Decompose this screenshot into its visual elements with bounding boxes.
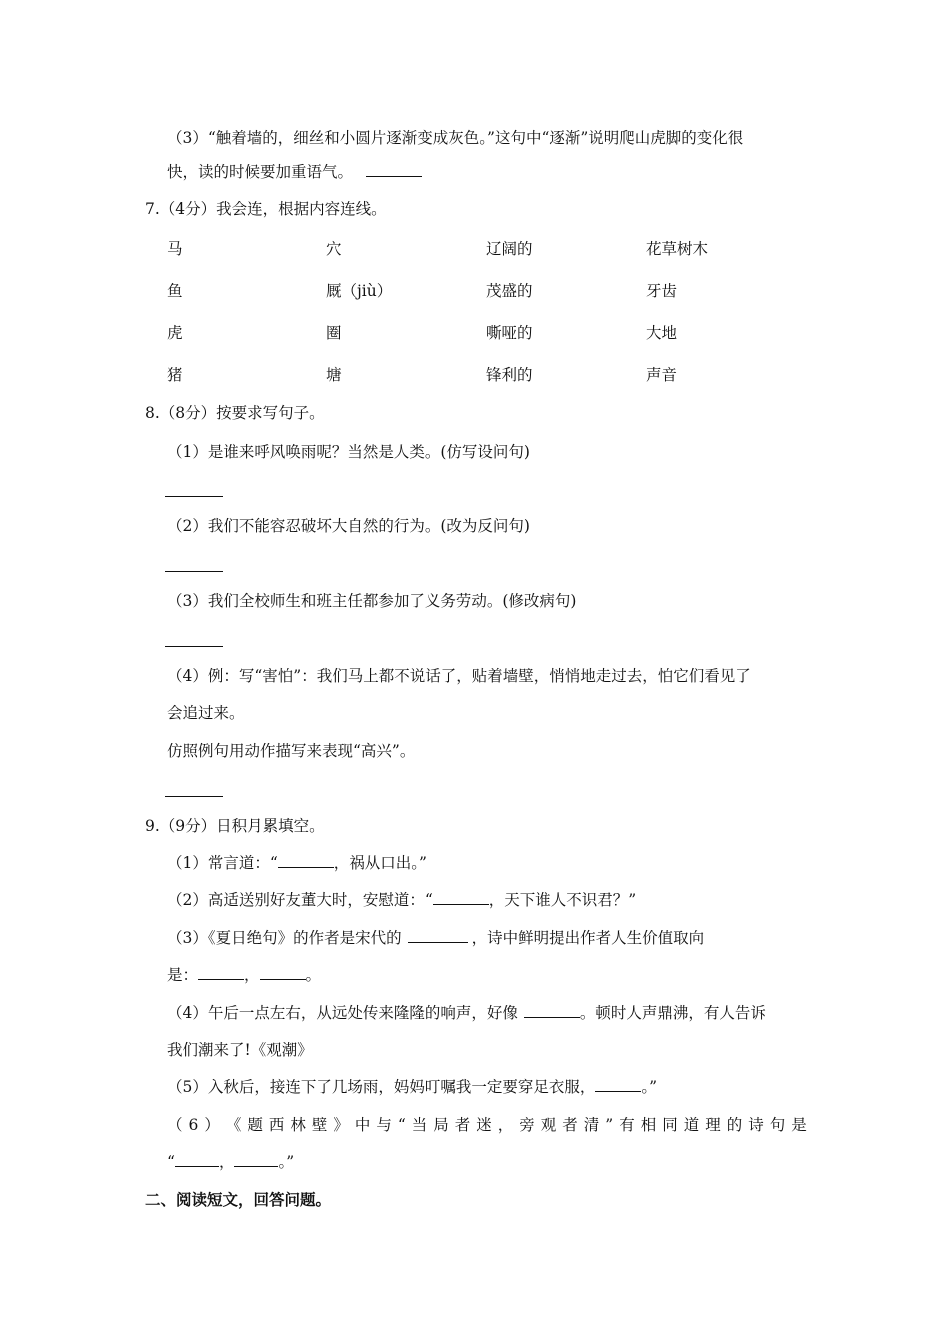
q9-item-3-text-e: 。: [305, 966, 322, 984]
glyph: 者: [454, 1116, 471, 1134]
answer-line[interactable]: [165, 570, 223, 572]
glyph: 中: [354, 1116, 371, 1134]
glyph: “: [397, 1116, 406, 1134]
glyph: 与: [376, 1116, 392, 1134]
glyph: （: [167, 1116, 183, 1134]
glyph: ，: [497, 1116, 514, 1134]
q7-col1-item: 虎: [167, 324, 183, 342]
glyph: 迷: [476, 1116, 492, 1134]
q6-3-line2: [167, 162, 422, 182]
glyph: 清: [583, 1116, 600, 1134]
q7-col2-item: 穴: [326, 240, 342, 258]
q7-col2-item: 厩（jiù）: [326, 282, 393, 300]
glyph: 观: [540, 1116, 557, 1134]
answer-line[interactable]: [165, 495, 223, 497]
answer-blank[interactable]: [198, 965, 244, 980]
q7-col3-item: 嘶哑的: [486, 324, 533, 342]
q9-item-1-text-a: （1）常言道：“: [167, 854, 278, 872]
q7-col4-item: 花草树木: [646, 240, 709, 258]
answer-blank[interactable]: [433, 890, 489, 905]
q8-sentence-4-line2: 会追过来。: [167, 704, 245, 722]
glyph: 壁: [311, 1116, 328, 1134]
q7-col4-item: 大地: [646, 324, 678, 342]
q9-item-2-text-a: （2）高适送别好友董大时，安慰道：“: [167, 891, 433, 909]
q9-item-5: [167, 1077, 657, 1097]
glyph: 道: [683, 1116, 700, 1134]
q8-sentence-2: （2）我们不能容忍破坏大自然的行为。(改为反问句): [167, 517, 530, 535]
glyph: 是: [791, 1116, 807, 1134]
glyph: 局: [433, 1116, 449, 1134]
q9-item-3-text-c: 是：: [167, 966, 199, 984]
glyph: 同: [662, 1116, 678, 1134]
glyph: ”: [605, 1116, 614, 1134]
glyph: 》: [333, 1116, 349, 1134]
glyph: 《: [225, 1116, 242, 1134]
answer-blank[interactable]: [175, 1152, 219, 1167]
q7-col4-item: 声音: [646, 366, 678, 384]
q7-col3-item: 锋利的: [486, 366, 533, 384]
q9-item-6-line1: [167, 1115, 807, 1135]
q6-3-text: 快，读的时候要加重语气。: [167, 163, 354, 181]
glyph: 旁: [519, 1116, 535, 1134]
glyph: 理: [705, 1116, 721, 1134]
glyph: 的: [726, 1116, 743, 1134]
q9-item-1: [167, 853, 427, 873]
q9-item-6-text-d: 。”: [278, 1153, 295, 1171]
q9-item-6-line2: [167, 1152, 294, 1172]
q9-item-6-text-c: ，: [218, 1153, 235, 1171]
glyph: 者: [562, 1116, 578, 1134]
q7-col1-item: 猪: [167, 366, 183, 384]
glyph: 6: [188, 1116, 199, 1134]
q8-sentence-1: （1）是谁来呼风唤雨呢？当然是人类。(仿写设问句): [167, 443, 530, 461]
glyph: 相: [640, 1116, 657, 1134]
answer-blank[interactable]: [595, 1077, 641, 1092]
q9-item-4-line1: [167, 1003, 766, 1023]
q9-item-2-text-b: ，天下谁人不识君？”: [488, 891, 637, 909]
q9-item-6-text-b: “: [167, 1153, 175, 1171]
answer-blank[interactable]: [408, 928, 468, 943]
q9-item-5-text-a: （5）入秋后，接连下了几场雨，妈妈叮嘱我一定要穿足衣服，: [167, 1078, 596, 1096]
glyph: 当: [411, 1116, 428, 1134]
q9-item-1-text-b: ，祸从口出。”: [333, 854, 427, 872]
q7-title: 7.（4分）我会连，根据内容连线。: [145, 200, 387, 218]
glyph: 句: [769, 1116, 786, 1134]
glyph: 林: [290, 1116, 306, 1134]
q8-title: 8.（8分）按要求写句子。: [145, 404, 325, 422]
glyph: ）: [204, 1116, 220, 1134]
q7-col2-item: 圈: [326, 324, 342, 342]
q9-item-2: [167, 890, 636, 910]
answer-line[interactable]: [165, 795, 223, 797]
q7-col3-item: 辽阔的: [486, 240, 533, 258]
section-2-heading: 二、阅读短文，回答问题。: [145, 1190, 332, 1209]
q7-col1-item: 马: [167, 240, 183, 258]
q9-item-3-text-d: ，: [244, 966, 260, 984]
q9-item-4-text-a: （4）午后一点左右，从远处传来隆隆的响声，好像: [167, 1004, 518, 1022]
q8-sentence-4-line3: 仿照例句用动作描写来表现“高兴”。: [167, 742, 416, 760]
q7-col1-item: 鱼: [167, 282, 183, 300]
glyph: 西: [268, 1116, 285, 1134]
q9-item-4-text-b: 。顿时人声鼎沸，有人告诉: [579, 1004, 766, 1022]
q9-item-5-text-b: 。”: [641, 1078, 658, 1096]
q8-sentence-4-line1: （4）例：写“害怕”：我们马上都不说话了，贴着墙壁，悄悄地走过去，怕它们看见了: [167, 667, 751, 685]
answer-blank[interactable]: [278, 853, 334, 868]
answer-line[interactable]: [165, 645, 223, 647]
answer-blank[interactable]: [260, 965, 306, 980]
q9-item-3-line1: [167, 928, 704, 948]
answer-blank[interactable]: [234, 1152, 278, 1167]
q7-col2-item: 塘: [326, 366, 342, 384]
glyph: 有: [619, 1116, 635, 1134]
q9-item-4-line2: 我们潮来了!《观潮》: [167, 1041, 313, 1059]
glyph: 题: [247, 1116, 263, 1134]
answer-blank[interactable]: [366, 162, 422, 177]
q9-item-3-text-b: ，诗中鲜明提出作者人生价值取向: [471, 929, 705, 947]
q8-sentence-3: （3）我们全校师生和班主任都参加了义务劳动。(修改病句): [167, 592, 577, 610]
glyph: 诗: [748, 1116, 764, 1134]
q9-item-3-text-a: （3）《夏日绝句》的作者是宋代的: [167, 929, 402, 947]
q9-item-3-line2: [167, 965, 321, 985]
q6-3-line1: （3）“触着墙的，细丝和小圆片逐渐变成灰色。”这句中“逐渐”说明爬山虎脚的变化很: [167, 129, 744, 147]
q7-col4-item: 牙齿: [646, 282, 678, 300]
q9-title: 9.（9分）日积月累填空。: [145, 817, 325, 835]
answer-blank[interactable]: [524, 1003, 580, 1018]
q7-col3-item: 茂盛的: [486, 282, 533, 300]
